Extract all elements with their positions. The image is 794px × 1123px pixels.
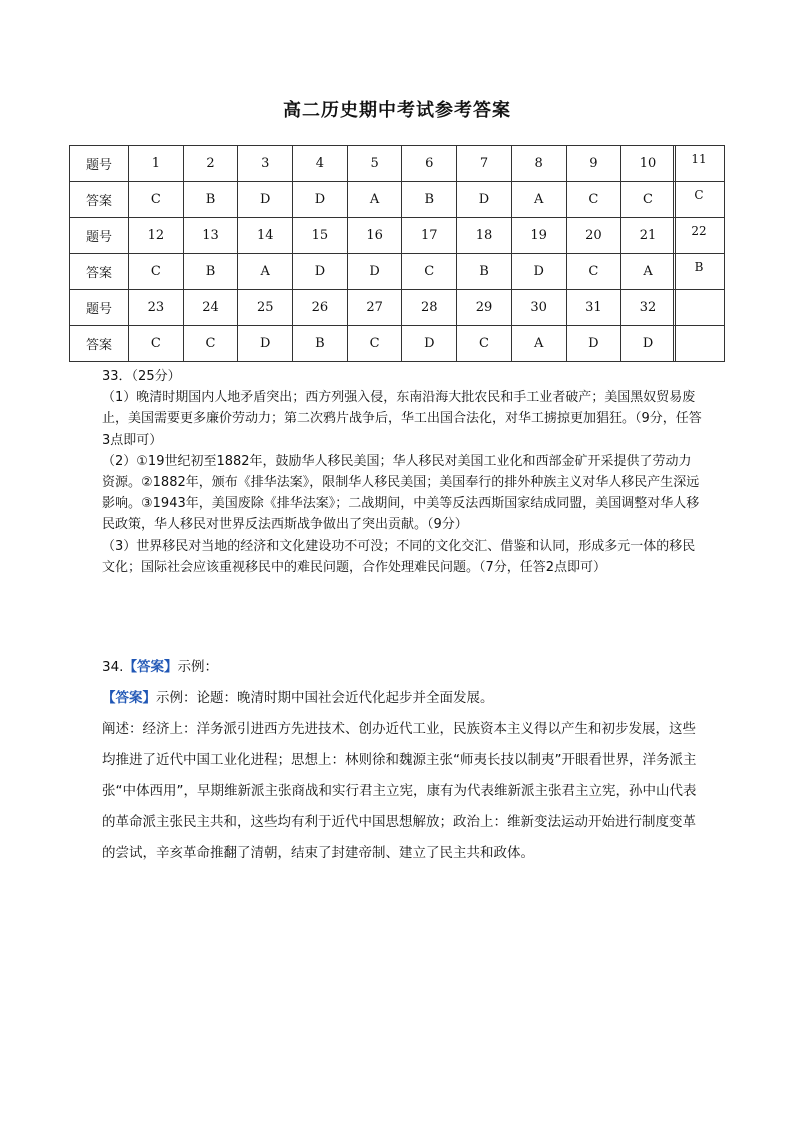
table-row xyxy=(674,182,725,218)
q33-part-3: （3）世界移民对当地的经济和文化建设功不可没；不同的文化交汇、借鉴和认同，形成多元一体的移民文化；国际社会应该重视移民中的难民问题，合作处理难民问题。（7分，任答2点即可） xyxy=(102,538,696,575)
q34-thesis: 示例：论题：晚清时期中国社会近代化起步并全面发展。 xyxy=(156,690,494,706)
table-cell: 14 xyxy=(238,218,293,254)
table-cell: 18 xyxy=(457,218,512,254)
table-cell: C xyxy=(457,326,512,362)
table-cell: 24 xyxy=(183,290,238,326)
question-33-answer xyxy=(102,366,702,578)
extra-column-cell: B xyxy=(674,254,725,290)
table-cell: 6 xyxy=(402,146,457,182)
table-cell: D xyxy=(566,326,621,362)
q34-line-1 xyxy=(102,652,702,683)
table-row xyxy=(674,146,725,182)
table-cell: A xyxy=(238,254,293,290)
q34-line-1-text: 示例： xyxy=(177,659,218,675)
table-cell: A xyxy=(511,326,566,362)
table-cell: 25 xyxy=(238,290,293,326)
table-cell: D xyxy=(511,254,566,290)
q34-answer-tag: 【答案】 xyxy=(123,659,178,675)
table-row xyxy=(674,290,725,326)
row-label: 题号 xyxy=(70,290,129,326)
table-cell: C xyxy=(183,326,238,362)
question-34-answer xyxy=(102,652,702,869)
table-cell: A xyxy=(347,182,402,218)
table-cell: 5 xyxy=(347,146,402,182)
table-cell: 9 xyxy=(566,146,621,182)
page-title: 高二历史期中考试参考答案 xyxy=(283,100,511,121)
q34-line-2 xyxy=(102,683,702,714)
table-cell: D xyxy=(238,326,293,362)
row-label: 题号 xyxy=(70,146,129,182)
table-cell: 4 xyxy=(293,146,348,182)
table-row xyxy=(70,254,676,290)
table-cell: 12 xyxy=(129,218,184,254)
table-cell: C xyxy=(129,182,184,218)
answer-table xyxy=(69,145,676,362)
table-cell: 13 xyxy=(183,218,238,254)
table-cell: D xyxy=(621,326,676,362)
table-cell: 7 xyxy=(457,146,512,182)
table-cell: 23 xyxy=(129,290,184,326)
answer-table-extra-column xyxy=(673,145,725,362)
table-cell: D xyxy=(238,182,293,218)
table-cell: C xyxy=(621,182,676,218)
q33-part-1: （1）晚清时期国内人地矛盾突出；西方列强入侵，东南沿海大批农民和手工业者破产；美国黑奴贸易废止，美国需要更多廉价劳动力；第二次鸦片战争后，华工出国合法化，对华工掳掠更加猖狂。（9分，任答3点即可） xyxy=(102,390,702,448)
table-cell: 1 xyxy=(129,146,184,182)
table-cell: B xyxy=(183,182,238,218)
table-cell: 28 xyxy=(402,290,457,326)
table-cell: C xyxy=(566,254,621,290)
table-cell: C xyxy=(347,326,402,362)
table-cell: 10 xyxy=(621,146,676,182)
extra-column-cell xyxy=(674,290,725,326)
q33-part-2: （2）①19世纪初至1882年，鼓励华人移民美国；华人移民对美国工业化和西部金矿开采提供了劳动力资源。②1882年，颁布《排华法案》，限制华人移民美国；美国奉行的排外种族主义对华人移民产生深远影响。③1943年，美国废除《排华法案》；二战期间，中美等反法西斯国家结成同盟，美国调整对华人移民政策，华人移民对世界反法西斯战争做出了突出贡献。（9分） xyxy=(102,453,700,533)
table-cell: B xyxy=(293,326,348,362)
table-row xyxy=(70,218,676,254)
table-row xyxy=(674,326,725,362)
row-label: 答案 xyxy=(70,254,129,290)
table-cell: 31 xyxy=(566,290,621,326)
extra-column-cell: 22 xyxy=(674,218,725,254)
table-row xyxy=(70,182,676,218)
table-row xyxy=(674,254,725,290)
row-label: 答案 xyxy=(70,182,129,218)
table-cell: A xyxy=(511,182,566,218)
table-cell: D xyxy=(293,182,348,218)
table-cell: 17 xyxy=(402,218,457,254)
q33-heading: 33．（25分） xyxy=(102,369,181,384)
table-cell: 8 xyxy=(511,146,566,182)
table-cell: C xyxy=(566,182,621,218)
row-label: 答案 xyxy=(70,326,129,362)
table-cell: D xyxy=(402,326,457,362)
table-cell: 2 xyxy=(183,146,238,182)
extra-column-cell xyxy=(674,326,725,362)
q34-number: 34. xyxy=(102,659,124,675)
table-cell: 30 xyxy=(511,290,566,326)
table-row xyxy=(70,290,676,326)
table-cell: B xyxy=(457,254,512,290)
table-cell: 15 xyxy=(293,218,348,254)
table-cell: 3 xyxy=(238,146,293,182)
table-cell: B xyxy=(183,254,238,290)
table-cell: D xyxy=(347,254,402,290)
table-cell: C xyxy=(129,326,184,362)
row-label: 题号 xyxy=(70,218,129,254)
table-cell: 16 xyxy=(347,218,402,254)
table-cell: D xyxy=(293,254,348,290)
extra-column-cell: C xyxy=(674,182,725,218)
table-row xyxy=(674,218,725,254)
table-cell: 29 xyxy=(457,290,512,326)
table-cell: 32 xyxy=(621,290,676,326)
table-row xyxy=(70,326,676,362)
table-cell: C xyxy=(129,254,184,290)
table-cell: 27 xyxy=(347,290,402,326)
table-cell: C xyxy=(402,254,457,290)
q34-elaboration: 阐述：经济上：洋务派引进西方先进技术、创办近代工业，民族资本主义得以产生和初步发展，这些均推进了近代中国工业化进程；思想上：林则徐和魏源主张“师夷长技以制夷”开眼看世界，洋务派主张“中体西用”，早期维新派主张商战和实行君主立宪，康有为代表维新派主张君主立宪，孙中山代表的革命派主张民主共和，这些均有利于近代中国思想解放；政治上：维新变法运动开始进行制度变革的尝试，辛亥革命推翻了清朝，结束了封建帝制、建立了民主共和政体。 xyxy=(102,721,697,861)
q34-answer-tag-2: 【答案】 xyxy=(102,690,156,706)
table-cell: B xyxy=(402,182,457,218)
table-cell: 20 xyxy=(566,218,621,254)
table-cell: 19 xyxy=(511,218,566,254)
table-cell: D xyxy=(457,182,512,218)
extra-column-cell: 11 xyxy=(674,146,725,182)
table-cell: A xyxy=(621,254,676,290)
table-row xyxy=(70,146,676,182)
table-cell: 21 xyxy=(621,218,676,254)
table-cell: 26 xyxy=(293,290,348,326)
